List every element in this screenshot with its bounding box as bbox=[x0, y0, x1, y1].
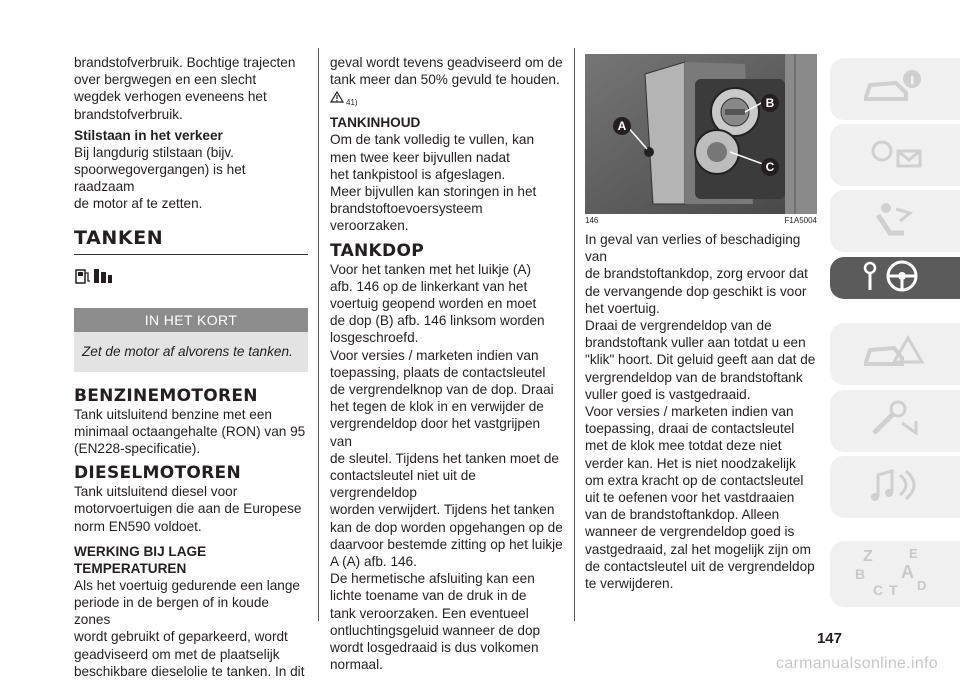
multimedia-icon bbox=[860, 465, 930, 510]
diesel-line: Tank uitsluitend diesel voor bbox=[74, 484, 238, 500]
text-line: Draai de vergrendeldop van de bbox=[585, 318, 772, 334]
stilstaan-line: de motor af te zetten. bbox=[74, 196, 203, 212]
tankinhoud-line: het tankpistool is afgeslagen. bbox=[330, 166, 506, 182]
figure-caption bbox=[585, 216, 817, 225]
tankdop-line: lichte toename van de druk in de bbox=[330, 588, 527, 604]
section-title: TANKEN bbox=[74, 226, 164, 249]
title-rule bbox=[74, 254, 308, 255]
lage-temp-heading: TEMPERATUREN bbox=[74, 560, 187, 576]
lage-temp-line: beschikbare dieselolie te tanken. In dit bbox=[74, 663, 305, 679]
tankdop-heading: TANKDOP bbox=[330, 240, 424, 261]
diesel-heading: DIESELMOTOREN bbox=[74, 463, 241, 484]
text-line: uit te oefenen voor het vastdraaien bbox=[585, 490, 795, 506]
text-line: vastgedraaid, zal het mogelijk zijn om bbox=[585, 541, 811, 557]
intro-line: over bergwegen en een slecht bbox=[74, 72, 257, 88]
text-line: Voor versies / marketen indien van bbox=[585, 404, 794, 420]
tankdop-line: het tegen de klok in en verwijder de bbox=[330, 399, 544, 415]
lage-temp-line: Als het voertuig gedurende een lange bbox=[74, 577, 300, 593]
tankdop-line: De hermetische afsluiting kan een bbox=[330, 571, 535, 587]
text-line: toepassing, draai de contactsleutel bbox=[585, 421, 795, 437]
benzine-line: minimaal octaangehalte (RON) van 95 bbox=[74, 423, 306, 439]
tankinhoud-heading: TANKINHOUD bbox=[330, 115, 421, 131]
diesel-line: motorvoertuigen die aan de Europese bbox=[74, 501, 302, 517]
tankdop-line: contactsleutel niet uit de vergrendeldop bbox=[330, 468, 476, 501]
column-divider bbox=[574, 48, 575, 621]
intro-line: geval wordt tevens geadviseerd om de bbox=[330, 55, 563, 70]
fuel-pump-icon bbox=[74, 267, 114, 290]
figure-number: 146 bbox=[585, 216, 599, 225]
tankdop-line: losgeschroefd. bbox=[330, 330, 419, 346]
tankdop-line: voertuig geopend worden en moet bbox=[330, 296, 537, 312]
side-tab-starting-driving[interactable] bbox=[830, 257, 960, 299]
tankdop-line: normaal. bbox=[330, 657, 383, 673]
column-middle bbox=[330, 54, 564, 674]
warning-lights-icon bbox=[860, 133, 930, 178]
callout-a: A bbox=[613, 117, 631, 135]
wrench-service-icon bbox=[860, 399, 930, 444]
stilstaan-line: Bij langdurig stilstaan (bijv. bbox=[74, 144, 234, 160]
benzine-line: Tank uitsluitend benzine met een bbox=[74, 406, 272, 422]
side-tab-emergency[interactable] bbox=[830, 323, 960, 385]
lage-temp-line: periode in de bergen of in koude zones bbox=[74, 595, 269, 628]
side-tab-car-info[interactable] bbox=[830, 58, 960, 120]
column-divider bbox=[318, 48, 319, 621]
callout-b: B bbox=[761, 94, 779, 112]
text-line: verder kan. Het is niet noodzakelijk bbox=[585, 455, 796, 471]
tankdop-line: daarvoor bestemde zitting op het luikje bbox=[330, 536, 563, 552]
text-line: "klik" hoort. Dit geluid geeft aan dat de bbox=[585, 352, 816, 368]
index-letter: B bbox=[855, 566, 866, 582]
text-line: vergrendeldop van de brandstoftank bbox=[585, 369, 803, 385]
text-line: om extra kracht op de contactsleutel bbox=[585, 472, 804, 488]
text-line: het voertuig. bbox=[585, 300, 660, 316]
tankinhoud-line: brandstoftoevoersysteem veroorzaken. bbox=[330, 201, 483, 234]
text-line: te verwijderen. bbox=[585, 576, 674, 592]
stilstaan-line: spoorwegovergangen) is het raadzaam bbox=[74, 162, 246, 195]
tankdop-line: worden verwijdert. Tijdens het tanken bbox=[330, 502, 555, 518]
figure-code: F1A5004 bbox=[784, 216, 817, 225]
tankinhoud-line: Meer bijvullen kan storingen in het bbox=[330, 184, 537, 200]
tankinhoud-line: men twee keer bijvullen nadat bbox=[330, 149, 510, 165]
index-letter: A bbox=[901, 562, 914, 582]
index-letters-icon bbox=[855, 546, 935, 602]
side-tab-maintenance[interactable] bbox=[830, 390, 960, 452]
intro-line: wegdek verhogen eveneens het bbox=[74, 89, 267, 105]
tankdop-line: de sleutel. Tijdens het tanken moet de bbox=[330, 450, 559, 466]
text-line: wanneer de vergrendeldop goed is bbox=[585, 524, 795, 540]
lage-temp-heading: WERKING BIJ LAGE bbox=[74, 543, 207, 559]
tankdop-line: afb. 146 op de linkerkant van het bbox=[330, 278, 528, 294]
diesel-line: norm EN590 voldoet. bbox=[74, 518, 202, 534]
intro-line: brandstofverbruik. Bochtige trajecten bbox=[74, 55, 296, 70]
tankdop-line: vergrendeldop door het vastgrijpen van bbox=[330, 416, 541, 449]
side-tab-safety[interactable] bbox=[830, 190, 960, 252]
tankdop-line: kan de dop worden opgehangen op de bbox=[330, 519, 563, 535]
airbag-seat-icon bbox=[860, 199, 930, 244]
tankdop-line: de vergrendelknop van de dop. Draai bbox=[330, 382, 554, 398]
column-left bbox=[74, 54, 308, 680]
side-tab-multimedia[interactable] bbox=[830, 456, 960, 518]
tankdop-line: Voor het tanken met het luikje (A) bbox=[330, 261, 531, 277]
tankdop-line: ontluchtingsgeluid wanneer de dop bbox=[330, 622, 541, 638]
warning-reference bbox=[330, 90, 564, 108]
text-line: vuller goed is vastgedraaid. bbox=[585, 386, 751, 402]
index-letter: D bbox=[917, 578, 927, 593]
column-right bbox=[585, 54, 817, 592]
in-het-kort-text: Zet de motor af alvorens te tanken. bbox=[74, 332, 308, 372]
text-line: brandstoftank vuller aan totdat u een bbox=[585, 335, 806, 351]
benzine-heading: BENZINEMOTOREN bbox=[74, 385, 258, 406]
in-het-kort-band: IN HET KORT bbox=[74, 308, 308, 332]
lage-temp-line: wordt gebruikt of geparkeerd, wordt bbox=[74, 629, 288, 645]
key-steering-wheel-icon bbox=[860, 258, 930, 299]
warning-number: 41) bbox=[346, 98, 358, 108]
index-letter: Z bbox=[863, 548, 873, 565]
intro-line: tank meer dan 50% gevuld te houden. bbox=[330, 72, 560, 88]
text-line: de vervangende dop geschikt is voor bbox=[585, 283, 807, 299]
tankdop-line: tank veroorzaken. Een eventueel bbox=[330, 605, 529, 621]
page-number: 147 bbox=[816, 630, 842, 647]
lage-temp-line: geadviseerd om met de plaatselijk bbox=[74, 646, 280, 662]
stilstaan-heading: Stilstaan in het verkeer bbox=[74, 127, 223, 143]
intro-line: brandstofverbruik. bbox=[74, 106, 183, 122]
text-line: In geval van verlies of beschadiging van bbox=[585, 232, 801, 265]
tankdop-line: A (A) afb. 146. bbox=[330, 554, 417, 570]
car-info-icon bbox=[860, 67, 930, 112]
tankdop-line: de dop (B) afb. 146 linksom worden bbox=[330, 313, 545, 329]
warning-triangle-icon bbox=[330, 90, 344, 108]
tankdop-line: wordt losgedraaid is dus volkomen bbox=[330, 640, 539, 656]
index-letter: E bbox=[909, 546, 918, 561]
index-letter: T bbox=[889, 582, 898, 598]
text-line: met de klok mee totdat deze niet bbox=[585, 438, 782, 454]
watermark: carmanualsonline.info bbox=[776, 655, 938, 672]
text-line: de contactsleutel uit de vergrendeldop bbox=[585, 558, 815, 574]
tankdop-line: Voor versies / marketen indien van bbox=[330, 347, 539, 363]
callout-c: C bbox=[761, 158, 779, 176]
side-tab-index[interactable] bbox=[830, 541, 960, 607]
side-tab-warning-lights[interactable] bbox=[830, 124, 960, 186]
text-line: de brandstoftankdop, zorg ervoor dat bbox=[585, 266, 808, 282]
tankdop-line: toepassing, plaats de contactsleutel bbox=[330, 364, 546, 380]
index-letter: C bbox=[873, 582, 884, 598]
text-line: van de brandstoftankdop. Alleen bbox=[585, 507, 780, 523]
car-crash-icon bbox=[860, 332, 930, 377]
fuel-cap-figure bbox=[585, 54, 817, 214]
tankinhoud-line: Om de tank volledig te vullen, kan bbox=[330, 132, 535, 148]
benzine-line: (EN228-specificatie). bbox=[74, 441, 201, 457]
